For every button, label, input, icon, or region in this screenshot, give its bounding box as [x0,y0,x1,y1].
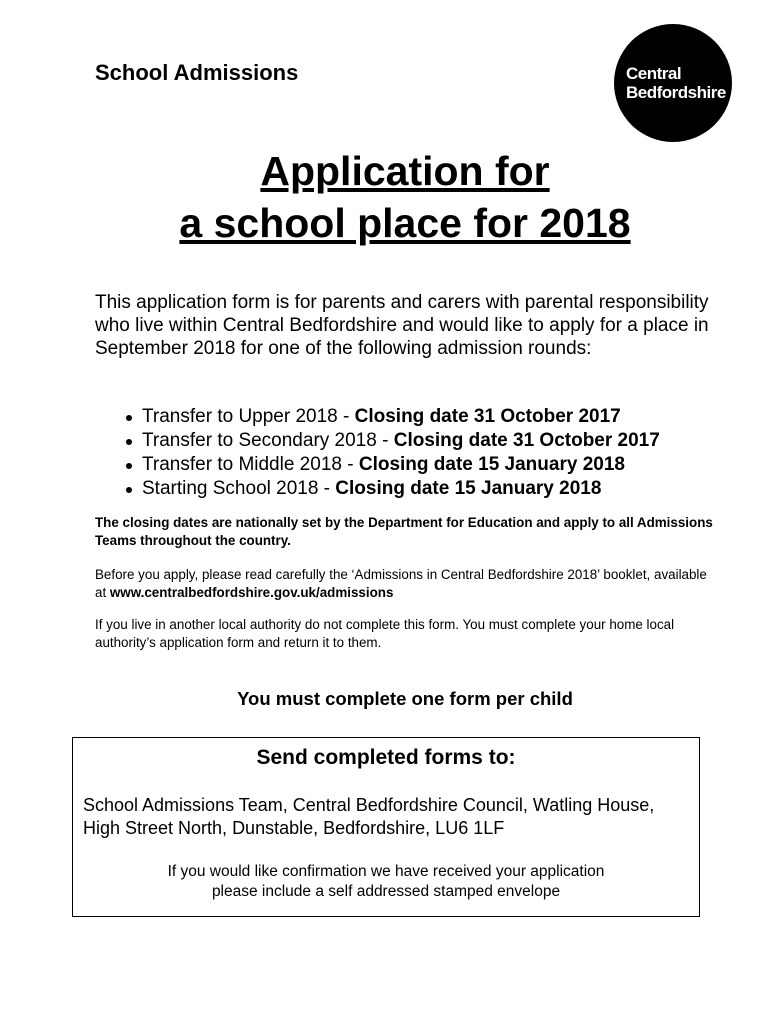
page-title [0,145,770,249]
logo-line-central: Central [626,64,682,83]
confirmation-line-1: If you would like confirmation we have received your application [167,863,605,880]
admission-round-item [122,405,660,429]
round-label: Transfer to Upper 2018 - [142,406,355,427]
admission-round-item [122,477,660,501]
booklet-text: Before you apply, please read carefully the ‘Admissions in Central Bedfordshire 2018’ booklet, available at [95,567,707,600]
round-closing-date: Closing date 31 October 2017 [393,430,660,451]
title-line-2: a school place for 2018 [179,200,631,246]
booklet-note [95,566,715,602]
return-address: School Admissions Team, Central Bedfordshire Council, Watling House, High Street North, Dunstable, Bedfordshire, LU6 1LF [83,795,655,838]
admissions-website-link[interactable]: www.centralbedfordshire.gov.uk/admissions [109,585,394,600]
one-form-per-child-notice: You must complete one form per child [237,688,573,709]
round-label: Starting School 2018 - [142,478,336,499]
logo-line-bedfordshire: Bedfordshire [626,83,726,102]
admission-round-item [122,453,660,477]
round-label: Transfer to Secondary 2018 - [142,430,394,451]
admission-round-item [122,429,660,453]
round-closing-date: Closing date 31 October 2017 [354,406,621,427]
round-label: Transfer to Middle 2018 - [142,454,359,475]
intro-paragraph: This application form is for parents and carers with parental responsibility who live within Central Bedfordshire and would like to apply for a place in September 2018 for one of the following admission rounds: [95,292,709,359]
department-label: School Admissions [95,60,299,85]
title-line-1: Application for [260,148,550,194]
closing-dates-note: The closing dates are nationally set by the Department for Education and apply to all Admissions Teams throughout the country. [95,515,713,548]
other-authority-note: If you live in another local authority do not complete this form. You must complete your home local authority’s application form and return it to them. [95,617,675,650]
admission-rounds-list [122,405,660,501]
send-forms-box [72,737,700,917]
confirmation-line-2: please include a self addressed stamped envelope [211,883,561,900]
central-bedfordshire-logo [614,24,732,142]
confirmation-note [73,862,699,902]
round-closing-date: Closing date 15 January 2018 [335,478,602,499]
send-forms-title: Send completed forms to: [256,746,516,769]
round-closing-date: Closing date 15 January 2018 [358,454,625,475]
